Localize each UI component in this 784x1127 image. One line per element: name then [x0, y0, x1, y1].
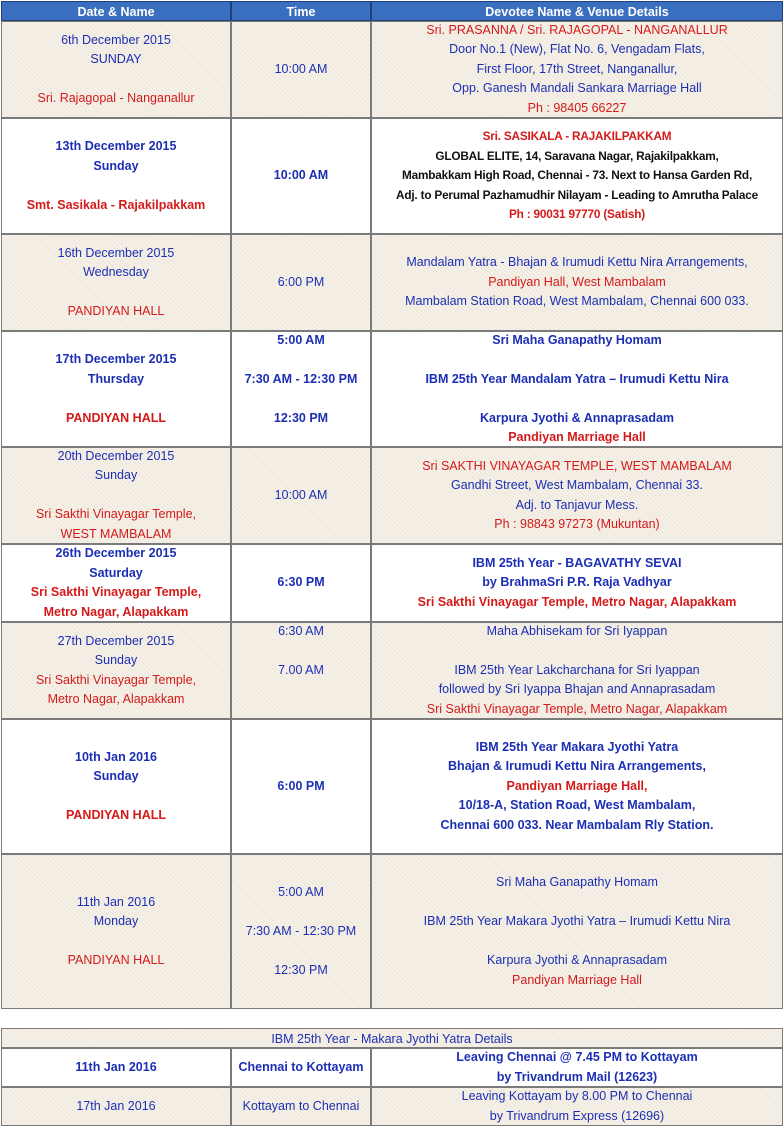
row3-venue-line: Mandalam Yatra - Bhajan & Irumudi Kettu Nira Arrangements, [406, 255, 748, 270]
row4-venue-line: IBM 25th Year Mandalam Yatra – Irumudi Kettu Nira [425, 371, 729, 386]
row5-phone: Ph : 98843 97273 (Mukuntan) [494, 517, 660, 531]
row6-time: 6:30 PM [277, 575, 325, 590]
row8-date: 10th Jan 2016 [75, 749, 157, 764]
row2-venue-cell [371, 118, 783, 234]
row4-venue-hall: Pandiyan Marriage Hall [508, 430, 646, 444]
travel-row2-route-cell [231, 1087, 371, 1126]
row9-time-1: 5:00 AM [278, 884, 324, 899]
row4-name: PANDIYAN HALL [65, 410, 166, 425]
row7-date-cell [1, 622, 231, 719]
row2-date-cell [1, 118, 231, 234]
travel-row2-detail: Leaving Kottayam by 8.00 PM to Chennai [461, 1089, 693, 1103]
row9-venue-hall: Pandiyan Marriage Hall [512, 972, 642, 987]
travel-title: IBM 25th Year - Makara Jyothi Yatra Details [1, 1028, 783, 1048]
row4-venue-line: Karpura Jyothi & Annaprasadam [479, 410, 675, 425]
row7-name: Sri Sakthi Vinayagar Temple, [35, 672, 197, 687]
row1-venue-title: Sri. PRASANNA / Sri. RAJAGOPAL - NANGANALLUR [426, 22, 728, 37]
row3-day: Wednesday [83, 265, 149, 279]
row1-venue-line: First Floor, 17th Street, Nanganallur, [476, 61, 678, 76]
row6-name: Metro Nagar, Alapakkam [43, 604, 189, 619]
row7-time-1: 6:30 AM [278, 623, 324, 638]
row9-date: 11th Jan 2016 [76, 894, 156, 909]
row5-day: Sunday [94, 468, 138, 483]
row5-date: 20th December 2015 [57, 448, 175, 463]
header-date-name: Date & Name [1, 1, 231, 21]
row9-time-3: 12:30 PM [274, 962, 328, 977]
row2-day: Sunday [93, 158, 139, 173]
row5-time: 10:00 AM [274, 487, 328, 502]
row6-venue-line: by BrahmaSri P.R. Raja Vadhyar [482, 575, 672, 590]
travel-row1-route-cell [231, 1048, 371, 1087]
row1-time-cell [231, 21, 371, 118]
row2-time-cell [231, 118, 371, 234]
row4-venue-line: Sri Maha Ganapathy Homam [492, 332, 662, 347]
row5-venue-cell [371, 447, 783, 544]
row6-day: Saturday [89, 565, 143, 580]
row8-venue-hall: Pandiyan Marriage Hall, [506, 778, 648, 793]
row3-date-cell [1, 234, 231, 331]
row2-venue-title: Sri. SASIKALA - RAJAKILPAKKAM [482, 129, 672, 144]
row8-venue-line: Bhajan & Irumudi Kettu Nira Arrangements, [448, 759, 706, 774]
travel-row2-details-cell [371, 1087, 783, 1126]
travel-row2-date: 17th Jan 2016 [76, 1098, 156, 1113]
travel-row2-detail: by Trivandrum Express (12696) [489, 1108, 665, 1123]
row4-time-1: 5:00 AM [277, 332, 325, 347]
travel-row1-route: Chennai to Kottayam [238, 1059, 364, 1074]
row8-name: PANDIYAN HALL [65, 808, 166, 822]
row6-date: 26th December 2015 [55, 546, 177, 560]
row1-date-cell [1, 21, 231, 118]
row6-time-cell [231, 544, 371, 622]
row3-time-cell [231, 234, 371, 331]
travel-row1-details-cell [371, 1048, 783, 1087]
row3-venue-line: Mambalam Station Road, West Mambalam, Chennai 600 033. [405, 294, 749, 309]
row6-venue-line: IBM 25th Year - BAGAVATHY SEVAI [472, 555, 682, 570]
row7-date: 27th December 2015 [57, 633, 175, 648]
row6-name: Sri Sakthi Vinayagar Temple, [30, 585, 202, 599]
row2-time: 10:00 AM [273, 168, 329, 183]
header-time: Time [231, 1, 371, 21]
row7-day: Sunday [94, 653, 138, 667]
row4-venue-cell [371, 331, 783, 447]
row4-time-3: 12:30 PM [273, 410, 329, 425]
row4-date: 17th December 2015 [55, 352, 177, 366]
travel-row2-route: Kottayam to Chennai [242, 1098, 360, 1113]
row7-time-cell [231, 622, 371, 719]
row6-venue-place: Sri Sakthi Vinayagar Temple, Metro Nagar, Alapakkam [417, 594, 737, 609]
header-venue: Devotee Name & Venue Details [371, 1, 783, 21]
row9-venue-line: IBM 25th Year Makara Jyothi Yatra – Irumudi Kettu Nira [423, 914, 731, 928]
row2-venue-line: Mambakkam High Road, Chennai - 73. Next to Hansa Garden Rd, [401, 168, 753, 183]
row8-time-cell [231, 719, 371, 854]
row9-venue-line: Karpura Jyothi & Annaprasadam [487, 953, 667, 967]
row1-venue-line: Door No.1 (New), Flat No. 6, Vengadam Flats, [449, 42, 705, 57]
row7-venue-line: IBM 25th Year Lakcharchana for Sri Iyappan [454, 662, 700, 677]
travel-row1-detail: Leaving Chennai @ 7.45 PM to Kottayam [456, 1050, 698, 1064]
row7-venue-place: Sri Sakthi Vinayagar Temple, Metro Nagar, Alapakkam [426, 701, 728, 716]
row3-venue-hall: Pandiyan Hall, West Mambalam [488, 274, 666, 289]
row2-name: Smt. Sasikala - Rajakilpakkam [26, 197, 206, 212]
row4-time-cell [231, 331, 371, 447]
row8-day: Sunday [93, 769, 139, 783]
row1-date: 6th December 2015 [61, 32, 171, 47]
row3-time: 6:00 PM [277, 274, 325, 289]
travel-row2-date-cell [1, 1087, 231, 1126]
row3-date: 16th December 2015 [57, 245, 175, 260]
row9-time-cell [231, 854, 371, 1009]
row5-name: Sri Sakthi Vinayagar Temple, [35, 507, 197, 522]
row7-time-2: 7.00 AM [278, 662, 324, 677]
row7-venue-cell [371, 622, 783, 719]
row1-venue-cell [371, 21, 783, 118]
row8-time: 6:00 PM [277, 778, 325, 793]
row7-venue-line: Maha Abhisekam for Sri Iyappan [486, 623, 668, 638]
row9-venue-cell [371, 854, 783, 1009]
row2-venue-line: Adj. to Perumal Pazhamudhir Nilayam - Leading to Amrutha Palace [396, 187, 758, 202]
row5-venue-title: Sri SAKTHI VINAYAGAR TEMPLE, WEST MAMBALAM [422, 458, 732, 473]
row2-date: 13th December 2015 [55, 139, 177, 153]
row8-venue-line: Chennai 600 033. Near Mambalam Rly Station. [440, 817, 714, 832]
row5-venue-line: Adj. to Tanjavur Mess. [515, 497, 639, 512]
row9-venue-line: Sri Maha Ganapathy Homam [496, 875, 658, 889]
row7-venue-line: followed by Sri Iyappa Bhajan and Annaprasadam [438, 682, 716, 697]
travel-row1-detail: by Trivandrum Mail (12623) [496, 1069, 658, 1084]
row6-date-cell [1, 544, 231, 622]
row1-time: 10:00 AM [274, 61, 328, 76]
row2-phone: Ph : 90031 97770 (Satish) [509, 207, 645, 222]
row6-venue-cell [371, 544, 783, 622]
row1-venue-line: Opp. Ganesh Mandali Sankara Marriage Hall [452, 81, 702, 96]
row9-name: PANDIYAN HALL [67, 953, 165, 967]
row4-time-2: 7:30 AM - 12:30 PM [244, 371, 358, 386]
row8-venue-line: 10/18-A, Station Road, West Mambalam, [458, 798, 696, 813]
row8-date-cell [1, 719, 231, 854]
row4-day: Thursday [87, 371, 145, 386]
row4-date-cell [1, 331, 231, 447]
row3-venue-cell [371, 234, 783, 331]
row2-venue-line: GLOBAL ELITE, 14, Saravana Nagar, Rajakilpakkam, [435, 148, 719, 163]
row8-venue-cell [371, 719, 783, 854]
row9-time-2: 7:30 AM - 12:30 PM [245, 923, 357, 938]
row5-name: WEST MAMBALAM [60, 526, 172, 541]
row5-time-cell [231, 447, 371, 544]
row5-date-cell [1, 447, 231, 544]
row9-day: Monday [93, 914, 139, 928]
row1-phone: Ph : 98405 66227 [527, 100, 627, 115]
row3-name: PANDIYAN HALL [67, 304, 165, 318]
row9-date-cell [1, 854, 231, 1009]
row5-venue-line: Gandhi Street, West Mambalam, Chennai 33. [451, 478, 703, 492]
travel-row1-date: 11th Jan 2016 [75, 1059, 157, 1074]
row7-name: Metro Nagar, Alapakkam [47, 692, 185, 706]
travel-row1-date-cell [1, 1048, 231, 1087]
row1-name: Sri. Rajagopal - Nanganallur [37, 91, 195, 105]
row8-venue-line: IBM 25th Year Makara Jyothi Yatra [475, 739, 679, 754]
row1-day: SUNDAY [90, 52, 142, 66]
